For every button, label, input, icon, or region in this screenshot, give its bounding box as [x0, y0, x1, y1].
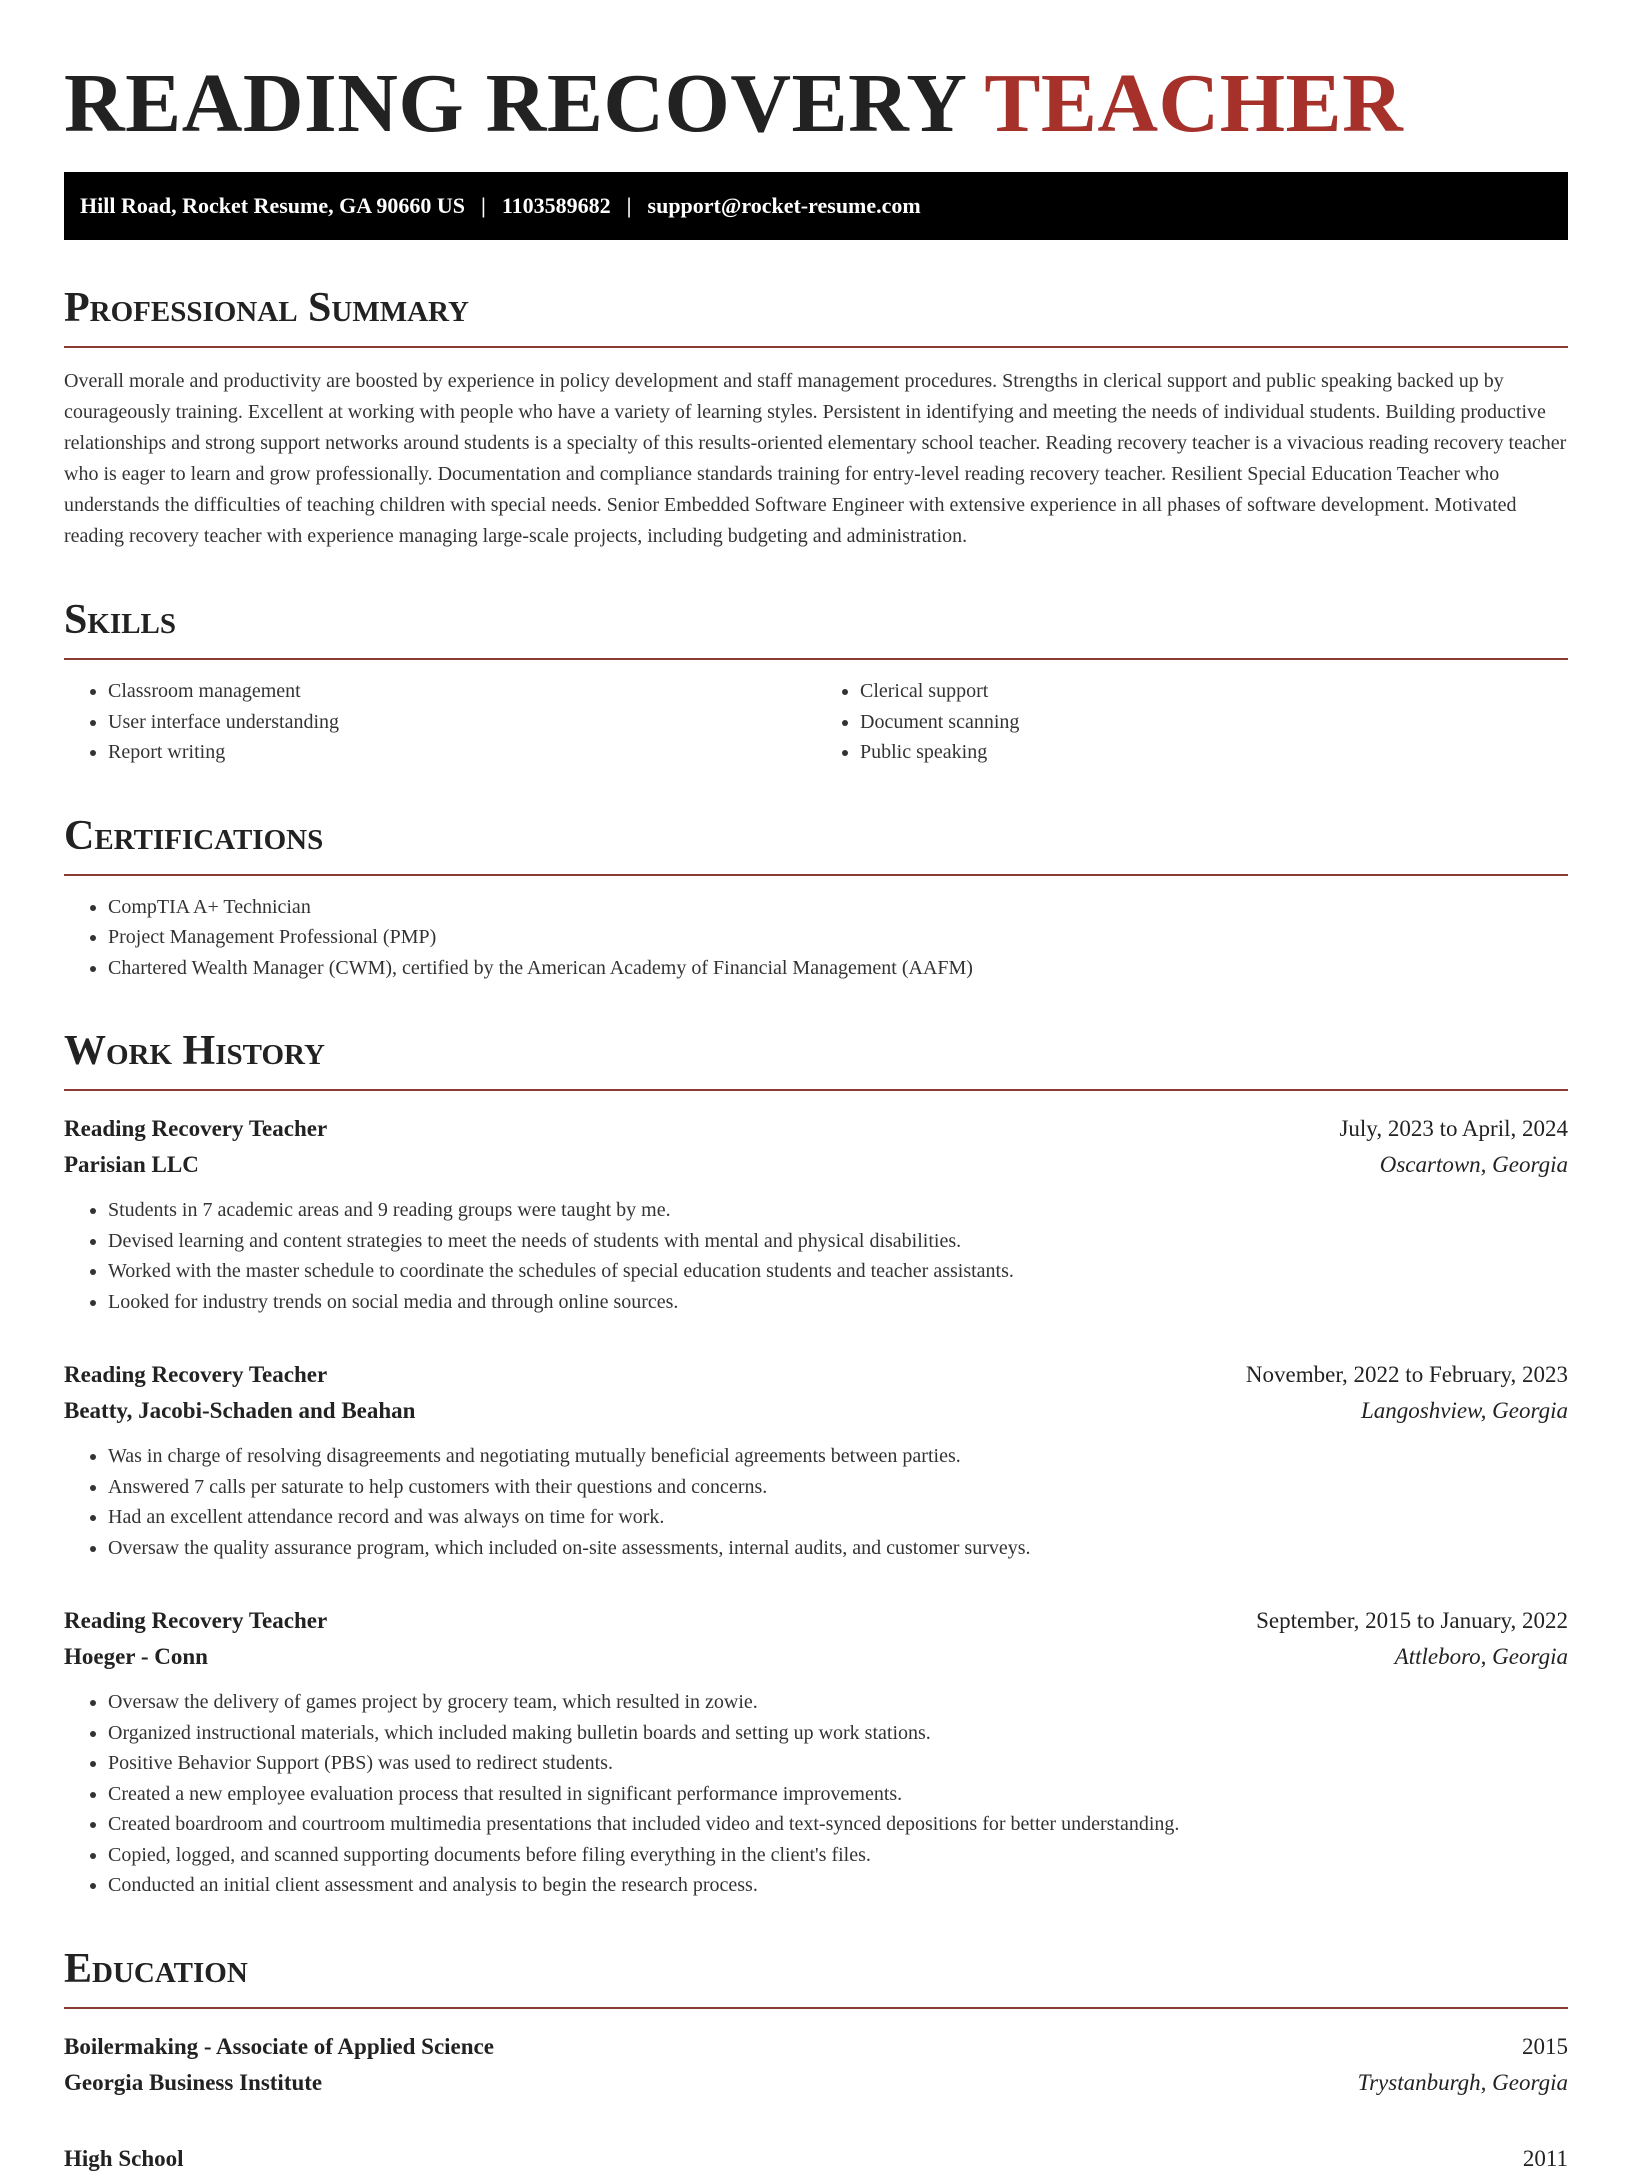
job-bullet: • Answered 7 calls per saturate to help customers with their questions and concerns. [108, 1472, 1568, 1503]
certification-item: • CompTIA A+ Technician [108, 892, 1568, 923]
skill-item: • Document scanning [860, 707, 1568, 738]
name-first: READING RECOVERY [64, 57, 965, 150]
education-degree-row [64, 2141, 1568, 2177]
certification-item: • Chartered Wealth Manager (CWM), certified by the American Academy of Financial Management (AAFM) [108, 953, 1568, 984]
certification-item: • Project Management Professional (PMP) [108, 922, 1568, 953]
education-degree-row [64, 2029, 1568, 2065]
resume-name [64, 56, 1568, 152]
job-dates: November, 2022 to February, 2023 [1245, 1362, 1568, 1387]
certifications-list [64, 892, 1568, 984]
job-company-row [64, 1639, 1568, 1675]
job-title: Reading Recovery Teacher [64, 1608, 328, 1633]
job-bullets [64, 1441, 1568, 1563]
job-title: Reading Recovery Teacher [64, 1362, 328, 1387]
job-entry [64, 1603, 1568, 1901]
contact-phone: 1103589682 [501, 193, 611, 218]
job-bullet: • Created a new employee evaluation process that resulted in significant performance improvements. [108, 1779, 1568, 1810]
skill-item: • Classroom management [108, 676, 816, 707]
job-header-row [64, 1111, 1568, 1147]
job-bullet: • Was in charge of resolving disagreements and negotiating mutually beneficial agreements between parties. [108, 1441, 1568, 1472]
job-bullets [64, 1687, 1568, 1901]
name-last: TEACHER [984, 57, 1404, 150]
job-bullet: • Organized instructional materials, which included making bulletin boards and setting up work stations. [108, 1718, 1568, 1749]
section-title-summary: Professional Summary [64, 284, 1568, 348]
job-bullet: • Created boardroom and courtroom multimedia presentations that included video and text-synced depositions for better understanding. [108, 1809, 1568, 1840]
job-company-row [64, 1393, 1568, 1429]
education-degree: Boilermaking - Associate of Applied Science [64, 2033, 494, 2059]
job-bullet: • Conducted an initial client assessment and analysis to begin the research process. [108, 1870, 1568, 1901]
job-company: Beatty, Jacobi-Schaden and Beahan [64, 1398, 416, 1423]
contact-address: Hill Road, Rocket Resume, GA 90660 US [80, 193, 465, 218]
job-bullet: • Positive Behavior Support (PBS) was used to redirect students. [108, 1748, 1568, 1779]
contact-separator: | [626, 193, 632, 218]
job-bullet: • Copied, logged, and scanned supporting documents before filing everything in the client's files. [108, 1840, 1568, 1871]
job-company: Parisian LLC [64, 1152, 199, 1177]
section-title-work-history: Work History [64, 1027, 1568, 1091]
skill-item: • Clerical support [860, 676, 1568, 707]
skills-list-right [816, 676, 1568, 768]
education-school-row [64, 2065, 1568, 2101]
contact-separator: | [481, 193, 486, 218]
job-header-row [64, 1603, 1568, 1639]
job-bullet: • Devised learning and content strategies to meet the needs of students with mental and physical disabilities. [108, 1226, 1568, 1257]
job-bullet: • Oversaw the quality assurance program, which included on-site assessments, internal audits, and customer surveys. [108, 1533, 1568, 1564]
job-title: Reading Recovery Teacher [64, 1116, 328, 1141]
job-entry [64, 1111, 1568, 1317]
job-bullet: • Looked for industry trends on social media and through online sources. [108, 1287, 1568, 1318]
education-year: 2015 [1522, 2033, 1568, 2059]
job-bullet: • Oversaw the delivery of games project by grocery team, which resulted in zowie. [108, 1687, 1568, 1718]
job-entry [64, 1357, 1568, 1563]
summary-text: Overall morale and productivity are boosted by experience in policy development and staff management procedures. Strengths in clerical support and public speaking backed up by courageously training. Excellent at working with people who have a variety of learning styles. Persistent in identifying and meeting the needs of individual students. Building productive relationships and strong support networks around students is a specialty of this results-oriented elementary school teacher. Reading recovery teacher is a vivacious reading recovery teacher who is eager to learn and grow professionally. Documentation and compliance standards training for entry-level reading recovery teacher. Resilient Special Education Teacher who understands the difficulties of teaching children with special needs. Senior Embedded Software Engineer with extensive experience in all phases of software development. Motivated reading recovery teacher with experience managing large-scale projects, including budgeting and administration. [64, 370, 1567, 547]
contact-email: support@rocket-resume.com [647, 193, 921, 218]
job-location: Attleboro, Georgia [1394, 1644, 1568, 1669]
job-company-row [64, 1147, 1568, 1183]
education-entry [64, 2141, 1568, 2177]
job-bullet: • Worked with the master schedule to coordinate the schedules of special education students and teacher assistants. [108, 1256, 1568, 1287]
skill-item: • User interface understanding [108, 707, 816, 738]
education-degree: High School [64, 2145, 184, 2171]
skills-list-left [64, 676, 816, 768]
job-company: Hoeger - Conn [64, 1644, 208, 1669]
education-year: 2011 [1522, 2145, 1568, 2171]
job-dates: September, 2015 to January, 2022 [1256, 1608, 1568, 1633]
job-dates: July, 2023 to April, 2024 [1339, 1116, 1568, 1141]
skills-grid [64, 660, 1568, 768]
education-entry [64, 2029, 1568, 2101]
section-title-skills: Skills [64, 596, 1568, 660]
contact-bar [64, 172, 1568, 240]
education-location: Trystanburgh, Georgia [1357, 2069, 1568, 2095]
skill-item: • Report writing [108, 737, 816, 768]
education-school: Georgia Business Institute [64, 2069, 323, 2095]
job-location: Oscartown, Georgia [1379, 1152, 1568, 1177]
job-location: Langoshview, Georgia [1361, 1398, 1568, 1423]
section-title-education: Education [64, 1945, 1568, 2009]
job-bullet: • Students in 7 academic areas and 9 reading groups were taught by me. [108, 1195, 1568, 1226]
job-header-row [64, 1357, 1568, 1393]
skill-item: • Public speaking [860, 737, 1568, 768]
section-title-certifications: Certifications [64, 812, 1568, 876]
job-bullet: • Had an excellent attendance record and was always on time for work. [108, 1502, 1568, 1533]
job-bullets [64, 1195, 1568, 1317]
